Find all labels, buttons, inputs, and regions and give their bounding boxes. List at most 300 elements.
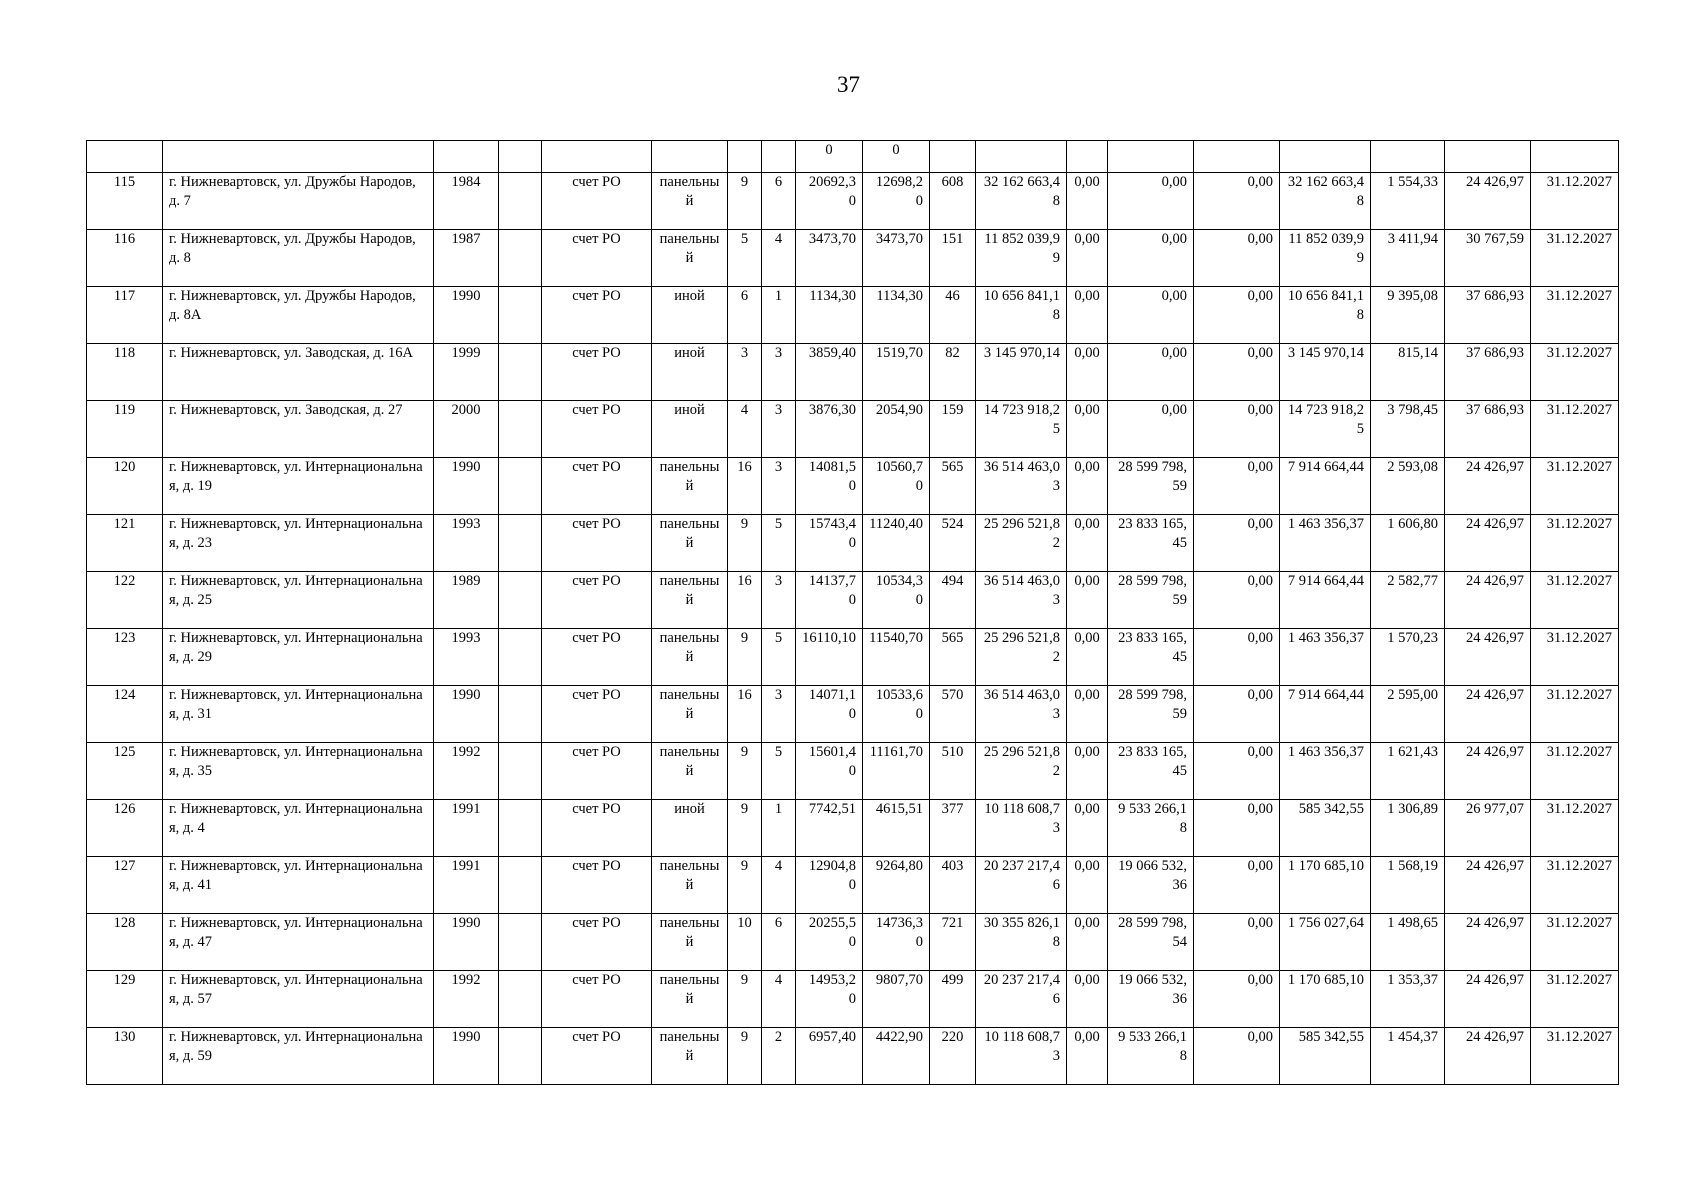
- cell-total-area: 0: [796, 141, 863, 173]
- cell-living-area: 10560,70: [863, 458, 930, 515]
- cell-unit-cost-limit: 24 426,97: [1445, 971, 1531, 1028]
- cell-regional-cost: 19 066 532,36: [1108, 857, 1194, 914]
- cell-entrances: 2: [762, 1028, 796, 1085]
- cell-total-cost: 10 656 841,18: [976, 287, 1067, 344]
- cell-wall-material: панельный: [652, 629, 728, 686]
- cell-year-built: 1989: [434, 572, 499, 629]
- cell-owners-cost: 1 756 027,64: [1280, 914, 1371, 971]
- cell-entrances: 5: [762, 515, 796, 572]
- cell-deadline: 31.12.2027: [1531, 857, 1619, 914]
- cell-year-renovated: [499, 230, 542, 287]
- cell-floors: 6: [728, 287, 762, 344]
- cell-year-renovated: [499, 1028, 542, 1085]
- cell-floors: 9: [728, 173, 762, 230]
- cell-address: г. Нижневартовск, ул. Интернациональная, д. 59: [163, 1028, 434, 1085]
- cell-living-area: 9807,70: [863, 971, 930, 1028]
- cell-owners-cost: 3 145 970,14: [1280, 344, 1371, 401]
- table-row: [87, 287, 1619, 344]
- cell-living-area: 10533,60: [863, 686, 930, 743]
- cell-total-area: 7742,51: [796, 800, 863, 857]
- cell-entrances: 3: [762, 344, 796, 401]
- cell-total-cost: 3 145 970,14: [976, 344, 1067, 401]
- cell-deadline: 31.12.2027: [1531, 629, 1619, 686]
- cell-unit-cost: 9 395,08: [1371, 287, 1445, 344]
- cell-living-area: 0: [863, 141, 930, 173]
- cell-regional-cost: 19 066 532,36: [1108, 971, 1194, 1028]
- register-table: [86, 140, 1619, 1085]
- cell-year-built: 1984: [434, 173, 499, 230]
- cell-local-cost: 0,00: [1194, 515, 1280, 572]
- cell-unit-cost-limit: 24 426,97: [1445, 857, 1531, 914]
- cell-residents: 570: [930, 686, 976, 743]
- cell-unit-cost: 1 621,43: [1371, 743, 1445, 800]
- cell-fund-cost: [1067, 141, 1108, 173]
- cell-total-cost: 25 296 521,82: [976, 743, 1067, 800]
- cell-deadline: 31.12.2027: [1531, 401, 1619, 458]
- cell-unit-cost: 1 306,89: [1371, 800, 1445, 857]
- cell-owners-cost: 32 162 663,48: [1280, 173, 1371, 230]
- cell-unit-cost: 3 798,45: [1371, 401, 1445, 458]
- cell-fund-method: счет РО: [542, 971, 652, 1028]
- cell-wall-material: панельный: [652, 857, 728, 914]
- cell-row-number: 119: [87, 401, 163, 458]
- cell-total-cost: 25 296 521,82: [976, 629, 1067, 686]
- cell-wall-material: [652, 141, 728, 173]
- cell-fund-cost: 0,00: [1067, 515, 1108, 572]
- cell-wall-material: панельный: [652, 914, 728, 971]
- cell-deadline: 31.12.2027: [1531, 800, 1619, 857]
- cell-deadline: 31.12.2027: [1531, 230, 1619, 287]
- cell-living-area: 1134,30: [863, 287, 930, 344]
- cell-row-number: 120: [87, 458, 163, 515]
- cell-residents: 159: [930, 401, 976, 458]
- cell-floors: 3: [728, 344, 762, 401]
- cell-living-area: 11240,40: [863, 515, 930, 572]
- cell-unit-cost-limit: 24 426,97: [1445, 743, 1531, 800]
- cell-entrances: 4: [762, 857, 796, 914]
- cell-fund-cost: 0,00: [1067, 287, 1108, 344]
- cell-owners-cost: 1 463 356,37: [1280, 629, 1371, 686]
- cell-fund-cost: 0,00: [1067, 401, 1108, 458]
- cell-fund-method: счет РО: [542, 458, 652, 515]
- cell-fund-cost: 0,00: [1067, 914, 1108, 971]
- cell-floors: 9: [728, 1028, 762, 1085]
- cell-floors: 10: [728, 914, 762, 971]
- table-row: [87, 914, 1619, 971]
- cell-total-area: 16110,10: [796, 629, 863, 686]
- cell-address: г. Нижневартовск, ул. Интернациональная, д. 41: [163, 857, 434, 914]
- cell-fund-cost: 0,00: [1067, 857, 1108, 914]
- cell-fund-method: счет РО: [542, 629, 652, 686]
- cell-row-number: 124: [87, 686, 163, 743]
- cell-wall-material: иной: [652, 401, 728, 458]
- cell-local-cost: 0,00: [1194, 914, 1280, 971]
- table-row: [87, 515, 1619, 572]
- cell-unit-cost: 1 568,19: [1371, 857, 1445, 914]
- cell-residents: 565: [930, 629, 976, 686]
- cell-year-renovated: [499, 629, 542, 686]
- cell-local-cost: [1194, 141, 1280, 173]
- cell-total-area: 12904,80: [796, 857, 863, 914]
- table-row: [87, 458, 1619, 515]
- cell-entrances: 1: [762, 800, 796, 857]
- cell-owners-cost: 7 914 664,44: [1280, 458, 1371, 515]
- cell-regional-cost: 28 599 798,59: [1108, 572, 1194, 629]
- cell-total-area: 3876,30: [796, 401, 863, 458]
- cell-address: г. Нижневартовск, ул. Интернациональная, д. 23: [163, 515, 434, 572]
- cell-year-renovated: [499, 857, 542, 914]
- cell-wall-material: панельный: [652, 971, 728, 1028]
- cell-local-cost: 0,00: [1194, 686, 1280, 743]
- cell-entrances: 6: [762, 173, 796, 230]
- cell-entrances: 3: [762, 458, 796, 515]
- cell-total-cost: 14 723 918,25: [976, 401, 1067, 458]
- cell-residents: 499: [930, 971, 976, 1028]
- table-row: [87, 857, 1619, 914]
- cell-residents: [930, 141, 976, 173]
- cell-year-built: 1993: [434, 629, 499, 686]
- cell-row-number: 126: [87, 800, 163, 857]
- cell-floors: 9: [728, 743, 762, 800]
- cell-unit-cost: 2 582,77: [1371, 572, 1445, 629]
- table-row: [87, 971, 1619, 1028]
- cell-total-area: 15601,40: [796, 743, 863, 800]
- cell-fund-cost: 0,00: [1067, 173, 1108, 230]
- cell-living-area: 1519,70: [863, 344, 930, 401]
- cell-local-cost: 0,00: [1194, 743, 1280, 800]
- cell-unit-cost-limit: [1445, 141, 1531, 173]
- cell-year-renovated: [499, 458, 542, 515]
- cell-wall-material: панельный: [652, 173, 728, 230]
- cell-floors: 4: [728, 401, 762, 458]
- cell-regional-cost: 9 533 266,18: [1108, 800, 1194, 857]
- cell-total-area: 14137,70: [796, 572, 863, 629]
- cell-year-built: 1999: [434, 344, 499, 401]
- cell-residents: 510: [930, 743, 976, 800]
- table-row: [87, 230, 1619, 287]
- cell-regional-cost: 0,00: [1108, 344, 1194, 401]
- cell-year-renovated: [499, 515, 542, 572]
- cell-residents: 377: [930, 800, 976, 857]
- cell-owners-cost: 7 914 664,44: [1280, 572, 1371, 629]
- cell-address: г. Нижневартовск, ул. Интернациональная, д. 29: [163, 629, 434, 686]
- cell-row-number: 127: [87, 857, 163, 914]
- cell-year-renovated: [499, 800, 542, 857]
- cell-wall-material: иной: [652, 287, 728, 344]
- cell-owners-cost: 7 914 664,44: [1280, 686, 1371, 743]
- cell-fund-method: счет РО: [542, 401, 652, 458]
- cell-fund-method: счет РО: [542, 572, 652, 629]
- cell-local-cost: 0,00: [1194, 800, 1280, 857]
- cell-owners-cost: 1 463 356,37: [1280, 743, 1371, 800]
- cell-deadline: 31.12.2027: [1531, 515, 1619, 572]
- cell-fund-method: счет РО: [542, 344, 652, 401]
- cell-total-cost: 25 296 521,82: [976, 515, 1067, 572]
- cell-fund-method: счет РО: [542, 743, 652, 800]
- cell-unit-cost-limit: 24 426,97: [1445, 458, 1531, 515]
- cell-owners-cost: 1 170 685,10: [1280, 971, 1371, 1028]
- cell-floors: 9: [728, 800, 762, 857]
- cell-floors: 16: [728, 458, 762, 515]
- cell-year-built: 1990: [434, 1028, 499, 1085]
- cell-living-area: 10534,30: [863, 572, 930, 629]
- cell-residents: 524: [930, 515, 976, 572]
- table-row: [87, 686, 1619, 743]
- cell-deadline: [1531, 141, 1619, 173]
- table-row: [87, 629, 1619, 686]
- cell-deadline: 31.12.2027: [1531, 971, 1619, 1028]
- cell-unit-cost-limit: 26 977,07: [1445, 800, 1531, 857]
- cell-regional-cost: 23 833 165,45: [1108, 743, 1194, 800]
- cell-local-cost: 0,00: [1194, 458, 1280, 515]
- cell-floors: 9: [728, 629, 762, 686]
- cell-residents: 151: [930, 230, 976, 287]
- cell-total-cost: [976, 141, 1067, 173]
- cell-fund-method: счет РО: [542, 230, 652, 287]
- cell-year-built: 1992: [434, 743, 499, 800]
- cell-fund-method: счет РО: [542, 914, 652, 971]
- cell-owners-cost: 585 342,55: [1280, 800, 1371, 857]
- cell-unit-cost-limit: 24 426,97: [1445, 572, 1531, 629]
- cell-floors: 5: [728, 230, 762, 287]
- cell-owners-cost: 585 342,55: [1280, 1028, 1371, 1085]
- cell-living-area: 12698,20: [863, 173, 930, 230]
- cell-wall-material: панельный: [652, 743, 728, 800]
- table-row: [87, 344, 1619, 401]
- cell-total-area: 6957,40: [796, 1028, 863, 1085]
- cell-row-number: 125: [87, 743, 163, 800]
- cell-fund-cost: 0,00: [1067, 743, 1108, 800]
- cell-local-cost: 0,00: [1194, 401, 1280, 458]
- cell-year-renovated: [499, 971, 542, 1028]
- cell-entrances: [762, 141, 796, 173]
- cell-fund-cost: 0,00: [1067, 800, 1108, 857]
- cell-unit-cost-limit: 37 686,93: [1445, 287, 1531, 344]
- cell-row-number: 123: [87, 629, 163, 686]
- cell-fund-method: счет РО: [542, 857, 652, 914]
- cell-regional-cost: 28 599 798,54: [1108, 914, 1194, 971]
- cell-year-renovated: [499, 572, 542, 629]
- cell-address: г. Нижневартовск, ул. Интернациональная, д. 4: [163, 800, 434, 857]
- table-row: [87, 173, 1619, 230]
- cell-unit-cost-limit: 24 426,97: [1445, 1028, 1531, 1085]
- cell-unit-cost: 2 593,08: [1371, 458, 1445, 515]
- cell-floors: 9: [728, 515, 762, 572]
- cell-residents: 46: [930, 287, 976, 344]
- cell-deadline: 31.12.2027: [1531, 344, 1619, 401]
- cell-entrances: 1: [762, 287, 796, 344]
- cell-unit-cost-limit: 24 426,97: [1445, 515, 1531, 572]
- cell-deadline: 31.12.2027: [1531, 572, 1619, 629]
- cell-total-cost: 10 118 608,73: [976, 800, 1067, 857]
- cell-living-area: 2054,90: [863, 401, 930, 458]
- cell-local-cost: 0,00: [1194, 344, 1280, 401]
- cell-residents: 403: [930, 857, 976, 914]
- cell-year-renovated: [499, 287, 542, 344]
- cell-address: г. Нижневартовск, ул. Интернациональная, д. 25: [163, 572, 434, 629]
- cell-fund-cost: 0,00: [1067, 686, 1108, 743]
- cell-owners-cost: 11 852 039,99: [1280, 230, 1371, 287]
- cell-unit-cost-limit: 24 426,97: [1445, 173, 1531, 230]
- cell-total-area: 14081,50: [796, 458, 863, 515]
- cell-unit-cost: 815,14: [1371, 344, 1445, 401]
- cell-address: г. Нижневартовск, ул. Заводская, д. 16А: [163, 344, 434, 401]
- cell-owners-cost: 1 170 685,10: [1280, 857, 1371, 914]
- cell-total-cost: 20 237 217,46: [976, 857, 1067, 914]
- cell-total-area: 20692,30: [796, 173, 863, 230]
- cell-owners-cost: 1 463 356,37: [1280, 515, 1371, 572]
- cell-regional-cost: 0,00: [1108, 173, 1194, 230]
- cell-year-renovated: [499, 914, 542, 971]
- cell-total-area: 14071,10: [796, 686, 863, 743]
- cell-unit-cost-limit: 37 686,93: [1445, 344, 1531, 401]
- cell-owners-cost: 10 656 841,18: [1280, 287, 1371, 344]
- cell-deadline: 31.12.2027: [1531, 173, 1619, 230]
- cell-fund-cost: 0,00: [1067, 572, 1108, 629]
- cell-row-number: 121: [87, 515, 163, 572]
- cell-year-built: 1990: [434, 458, 499, 515]
- cell-entrances: 3: [762, 572, 796, 629]
- cell-unit-cost: 1 498,65: [1371, 914, 1445, 971]
- cell-living-area: 9264,80: [863, 857, 930, 914]
- cell-living-area: 11161,70: [863, 743, 930, 800]
- cell-floors: 9: [728, 857, 762, 914]
- cell-local-cost: 0,00: [1194, 857, 1280, 914]
- cell-fund-method: [542, 141, 652, 173]
- cell-address: г. Нижневартовск, ул. Дружбы Народов, д. 8А: [163, 287, 434, 344]
- cell-fund-method: счет РО: [542, 287, 652, 344]
- cell-living-area: 4615,51: [863, 800, 930, 857]
- cell-entrances: 6: [762, 914, 796, 971]
- cell-fund-cost: 0,00: [1067, 458, 1108, 515]
- cell-year-renovated: [499, 743, 542, 800]
- cell-regional-cost: 23 833 165,45: [1108, 629, 1194, 686]
- cell-year-built: 1991: [434, 857, 499, 914]
- cell-deadline: 31.12.2027: [1531, 287, 1619, 344]
- cell-wall-material: панельный: [652, 458, 728, 515]
- cell-address: г. Нижневартовск, ул. Интернациональная, д. 47: [163, 914, 434, 971]
- cell-address: г. Нижневартовск, ул. Интернациональная, д. 57: [163, 971, 434, 1028]
- cell-fund-method: счет РО: [542, 686, 652, 743]
- cell-entrances: 4: [762, 971, 796, 1028]
- cell-total-cost: 36 514 463,03: [976, 458, 1067, 515]
- cell-entrances: 4: [762, 230, 796, 287]
- cell-year-built: 1990: [434, 686, 499, 743]
- cell-living-area: 14736,30: [863, 914, 930, 971]
- cell-year-built: 1990: [434, 914, 499, 971]
- cell-total-cost: 11 852 039,99: [976, 230, 1067, 287]
- cell-entrances: 5: [762, 629, 796, 686]
- cell-deadline: 31.12.2027: [1531, 743, 1619, 800]
- table-row-continuation: [87, 141, 1619, 173]
- cell-unit-cost-limit: 24 426,97: [1445, 629, 1531, 686]
- cell-total-cost: 32 162 663,48: [976, 173, 1067, 230]
- cell-local-cost: 0,00: [1194, 1028, 1280, 1085]
- cell-total-area: 3859,40: [796, 344, 863, 401]
- cell-row-number: [87, 141, 163, 173]
- page-number: 37: [837, 72, 860, 97]
- cell-total-cost: 10 118 608,73: [976, 1028, 1067, 1085]
- cell-floors: [728, 141, 762, 173]
- cell-wall-material: иной: [652, 800, 728, 857]
- cell-fund-cost: 0,00: [1067, 1028, 1108, 1085]
- cell-local-cost: 0,00: [1194, 287, 1280, 344]
- cell-local-cost: 0,00: [1194, 629, 1280, 686]
- cell-unit-cost-limit: 30 767,59: [1445, 230, 1531, 287]
- cell-wall-material: панельный: [652, 686, 728, 743]
- cell-unit-cost-limit: 24 426,97: [1445, 686, 1531, 743]
- cell-regional-cost: 0,00: [1108, 230, 1194, 287]
- cell-year-built: 1993: [434, 515, 499, 572]
- cell-wall-material: панельный: [652, 572, 728, 629]
- cell-address: г. Нижневартовск, ул. Заводская, д. 27: [163, 401, 434, 458]
- cell-total-area: 3473,70: [796, 230, 863, 287]
- cell-address: г. Нижневартовск, ул. Дружбы Народов, д. 8: [163, 230, 434, 287]
- cell-owners-cost: 14 723 918,25: [1280, 401, 1371, 458]
- cell-unit-cost: 2 595,00: [1371, 686, 1445, 743]
- cell-year-built: 1987: [434, 230, 499, 287]
- cell-entrances: 3: [762, 686, 796, 743]
- cell-living-area: 3473,70: [863, 230, 930, 287]
- cell-year-renovated: [499, 344, 542, 401]
- cell-total-cost: 30 355 826,18: [976, 914, 1067, 971]
- cell-wall-material: панельный: [652, 230, 728, 287]
- cell-row-number: 117: [87, 287, 163, 344]
- cell-total-cost: 20 237 217,46: [976, 971, 1067, 1028]
- cell-row-number: 122: [87, 572, 163, 629]
- cell-local-cost: 0,00: [1194, 971, 1280, 1028]
- cell-unit-cost: 1 606,80: [1371, 515, 1445, 572]
- cell-regional-cost: 0,00: [1108, 401, 1194, 458]
- cell-unit-cost: 1 554,33: [1371, 173, 1445, 230]
- cell-owners-cost: [1280, 141, 1371, 173]
- cell-fund-cost: 0,00: [1067, 344, 1108, 401]
- cell-row-number: 130: [87, 1028, 163, 1085]
- cell-total-area: 15743,40: [796, 515, 863, 572]
- cell-total-area: 1134,30: [796, 287, 863, 344]
- cell-fund-cost: 0,00: [1067, 230, 1108, 287]
- cell-year-built: [434, 141, 499, 173]
- cell-entrances: 5: [762, 743, 796, 800]
- cell-residents: 82: [930, 344, 976, 401]
- cell-wall-material: панельный: [652, 515, 728, 572]
- cell-fund-method: счет РО: [542, 800, 652, 857]
- cell-floors: 16: [728, 572, 762, 629]
- cell-fund-method: счет РО: [542, 173, 652, 230]
- cell-total-area: 20255,50: [796, 914, 863, 971]
- cell-total-cost: 36 514 463,03: [976, 572, 1067, 629]
- cell-year-renovated: [499, 401, 542, 458]
- cell-regional-cost: 9 533 266,18: [1108, 1028, 1194, 1085]
- table-row: [87, 401, 1619, 458]
- cell-address: г. Нижневартовск, ул. Интернациональная, д. 35: [163, 743, 434, 800]
- cell-fund-cost: 0,00: [1067, 971, 1108, 1028]
- table-row: [87, 800, 1619, 857]
- cell-wall-material: панельный: [652, 1028, 728, 1085]
- table-row: [87, 572, 1619, 629]
- cell-total-area: 14953,20: [796, 971, 863, 1028]
- cell-regional-cost: 23 833 165,45: [1108, 515, 1194, 572]
- cell-fund-cost: 0,00: [1067, 629, 1108, 686]
- cell-unit-cost: 1 454,37: [1371, 1028, 1445, 1085]
- cell-deadline: 31.12.2027: [1531, 686, 1619, 743]
- cell-regional-cost: 0,00: [1108, 287, 1194, 344]
- cell-total-cost: 36 514 463,03: [976, 686, 1067, 743]
- cell-living-area: 4422,90: [863, 1028, 930, 1085]
- cell-local-cost: 0,00: [1194, 230, 1280, 287]
- cell-row-number: 129: [87, 971, 163, 1028]
- cell-year-built: 2000: [434, 401, 499, 458]
